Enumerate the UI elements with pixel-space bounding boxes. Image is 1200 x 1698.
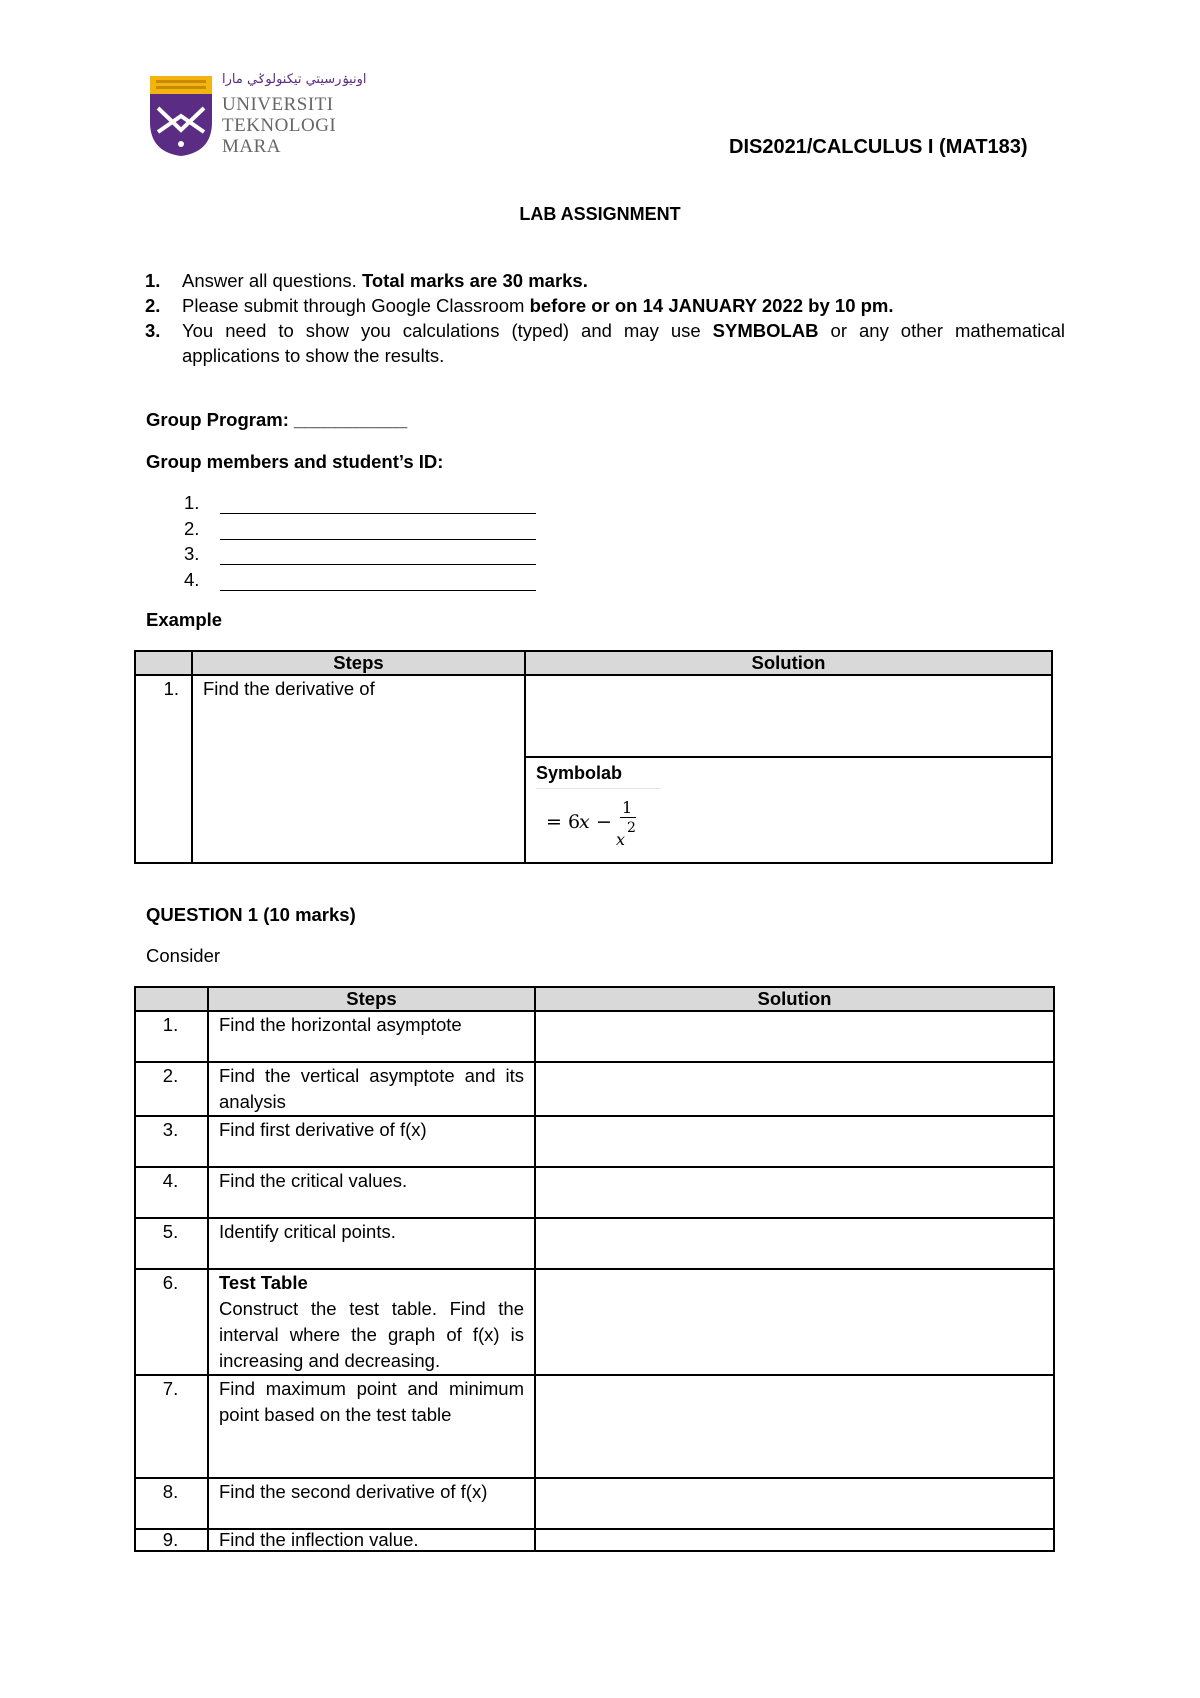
- row-number: 7.: [135, 1375, 208, 1478]
- solution-cell[interactable]: [535, 1269, 1054, 1375]
- table-header-solution: Solution: [535, 987, 1054, 1011]
- instruction-bold: before or on 14 JANUARY 2022 by 10 pm.: [529, 295, 894, 316]
- table-row: [135, 1269, 1054, 1375]
- question-1-table: [134, 986, 1055, 1552]
- table-header-row: [135, 651, 1052, 675]
- row-number: 3.: [135, 1116, 208, 1167]
- row-step: [208, 1269, 535, 1375]
- fraction-denominator-var: x: [616, 830, 626, 849]
- table-header-row: [135, 987, 1054, 1011]
- table-row: [135, 1011, 1054, 1062]
- row-step: Find first derivative of f(x): [208, 1116, 535, 1167]
- table-row: [135, 1116, 1054, 1167]
- result-prefix: = 6: [546, 811, 581, 833]
- table-header-steps: Steps: [208, 987, 535, 1011]
- member-number: 2.: [184, 518, 200, 539]
- divider: [536, 788, 661, 789]
- instruction-text: Answer all questions.: [182, 270, 362, 291]
- symbolab-cell: [525, 757, 1052, 863]
- instruction-bold: Total marks are 30 marks.: [361, 270, 588, 291]
- row-step: Identify critical points.: [208, 1218, 535, 1269]
- solution-cell[interactable]: [535, 1375, 1054, 1478]
- logo-line-1: UNIVERSITI: [222, 94, 334, 115]
- member-number: 4.: [184, 569, 200, 590]
- instruction-number: 1.: [145, 270, 161, 291]
- logo-arabic-text: اونيۏرسيتي تيكنولوݢي مارا: [222, 72, 367, 87]
- row-number: 8.: [135, 1478, 208, 1529]
- instruction-item: [145, 268, 1065, 293]
- logo-line-3: MARA: [222, 136, 282, 157]
- row-step: Find the second derivative of f(x): [208, 1478, 535, 1529]
- table-row: [135, 1167, 1054, 1218]
- member-blank-line: [220, 564, 536, 565]
- group-program-field: Group Program: ___________: [146, 409, 408, 430]
- row-step: Find the vertical asymptote and its analysis: [208, 1062, 535, 1116]
- table-header-steps: Steps: [192, 651, 525, 675]
- row-number: 5.: [135, 1218, 208, 1269]
- solution-cell[interactable]: [535, 1062, 1054, 1116]
- row-number: 1.: [135, 1011, 208, 1062]
- instruction-item: [145, 318, 1065, 368]
- member-blank-line: [220, 513, 536, 514]
- solution-cell[interactable]: [535, 1218, 1054, 1269]
- uitm-logo: [148, 72, 367, 158]
- instruction-bold: SYMBOLAB: [712, 320, 819, 341]
- symbolab-result: [536, 795, 1041, 851]
- solution-cell[interactable]: [535, 1011, 1054, 1062]
- table-row: [135, 1478, 1054, 1529]
- result-var: x: [579, 811, 590, 833]
- table-header-solution: Solution: [525, 651, 1052, 675]
- instruction-text-cont: or any other mathematical applications to show the results.: [182, 320, 1065, 366]
- solution-cell[interactable]: [535, 1529, 1054, 1551]
- instruction-text: Please submit through Google Classroom: [182, 295, 530, 316]
- table-row: [135, 1529, 1054, 1551]
- instruction-item: [145, 293, 1065, 318]
- table-header-num: [135, 987, 208, 1011]
- instruction-number: 2.: [145, 295, 161, 316]
- row-number: 9.: [135, 1529, 208, 1551]
- logo-line-2: TEKNOLOGI: [222, 115, 337, 136]
- table-row: [135, 1062, 1054, 1116]
- row-step: Find the derivative of: [192, 675, 525, 863]
- row-step: Find maximum point and minimum point based on the test table: [208, 1375, 535, 1478]
- row-number: 2.: [135, 1062, 208, 1116]
- member-number: 3.: [184, 543, 200, 564]
- solution-cell[interactable]: [535, 1116, 1054, 1167]
- table-row: [135, 675, 1052, 757]
- instruction-number: 3.: [145, 320, 161, 341]
- question-1-heading: QUESTION 1 (10 marks): [146, 904, 356, 925]
- example-table: [134, 650, 1053, 864]
- row-step: Find the critical values.: [208, 1167, 535, 1218]
- solution-cell[interactable]: [535, 1167, 1054, 1218]
- group-members-label: Group members and student’s ID:: [146, 451, 444, 472]
- member-number: 1.: [184, 492, 200, 513]
- fraction-denominator-exp: 2: [627, 820, 636, 836]
- result-minus: −: [596, 811, 612, 833]
- solution-cell[interactable]: [525, 675, 1052, 757]
- example-heading: Example: [146, 609, 223, 630]
- table-header-num: [135, 651, 192, 675]
- row-step-text: Construct the test table. Find the interval where the graph of f(x) is increasing and decreasing.: [219, 1298, 524, 1371]
- row-step: Find the inflection value.: [208, 1529, 535, 1551]
- row-step: Find the horizontal asymptote: [208, 1011, 535, 1062]
- table-row: [135, 1218, 1054, 1269]
- solution-cell[interactable]: [535, 1478, 1054, 1529]
- row-number: 1.: [135, 675, 192, 863]
- symbolab-label: Symbolab: [536, 763, 623, 783]
- question-1-consider: Consider: [146, 945, 221, 966]
- course-code: DIS2021/CALCULUS I (MAT183): [729, 136, 1028, 158]
- row-number: 4.: [135, 1167, 208, 1218]
- row-number: 6.: [135, 1269, 208, 1375]
- member-blank-line: [220, 539, 536, 540]
- page-title: LAB ASSIGNMENT: [519, 204, 681, 224]
- member-blank-line: [220, 590, 536, 591]
- instruction-text: You need to show you calculations (typed) and may use: [182, 320, 713, 341]
- table-row: [135, 1375, 1054, 1478]
- row-step-title: Test Table: [219, 1272, 308, 1293]
- fraction-numerator: 1: [622, 798, 633, 817]
